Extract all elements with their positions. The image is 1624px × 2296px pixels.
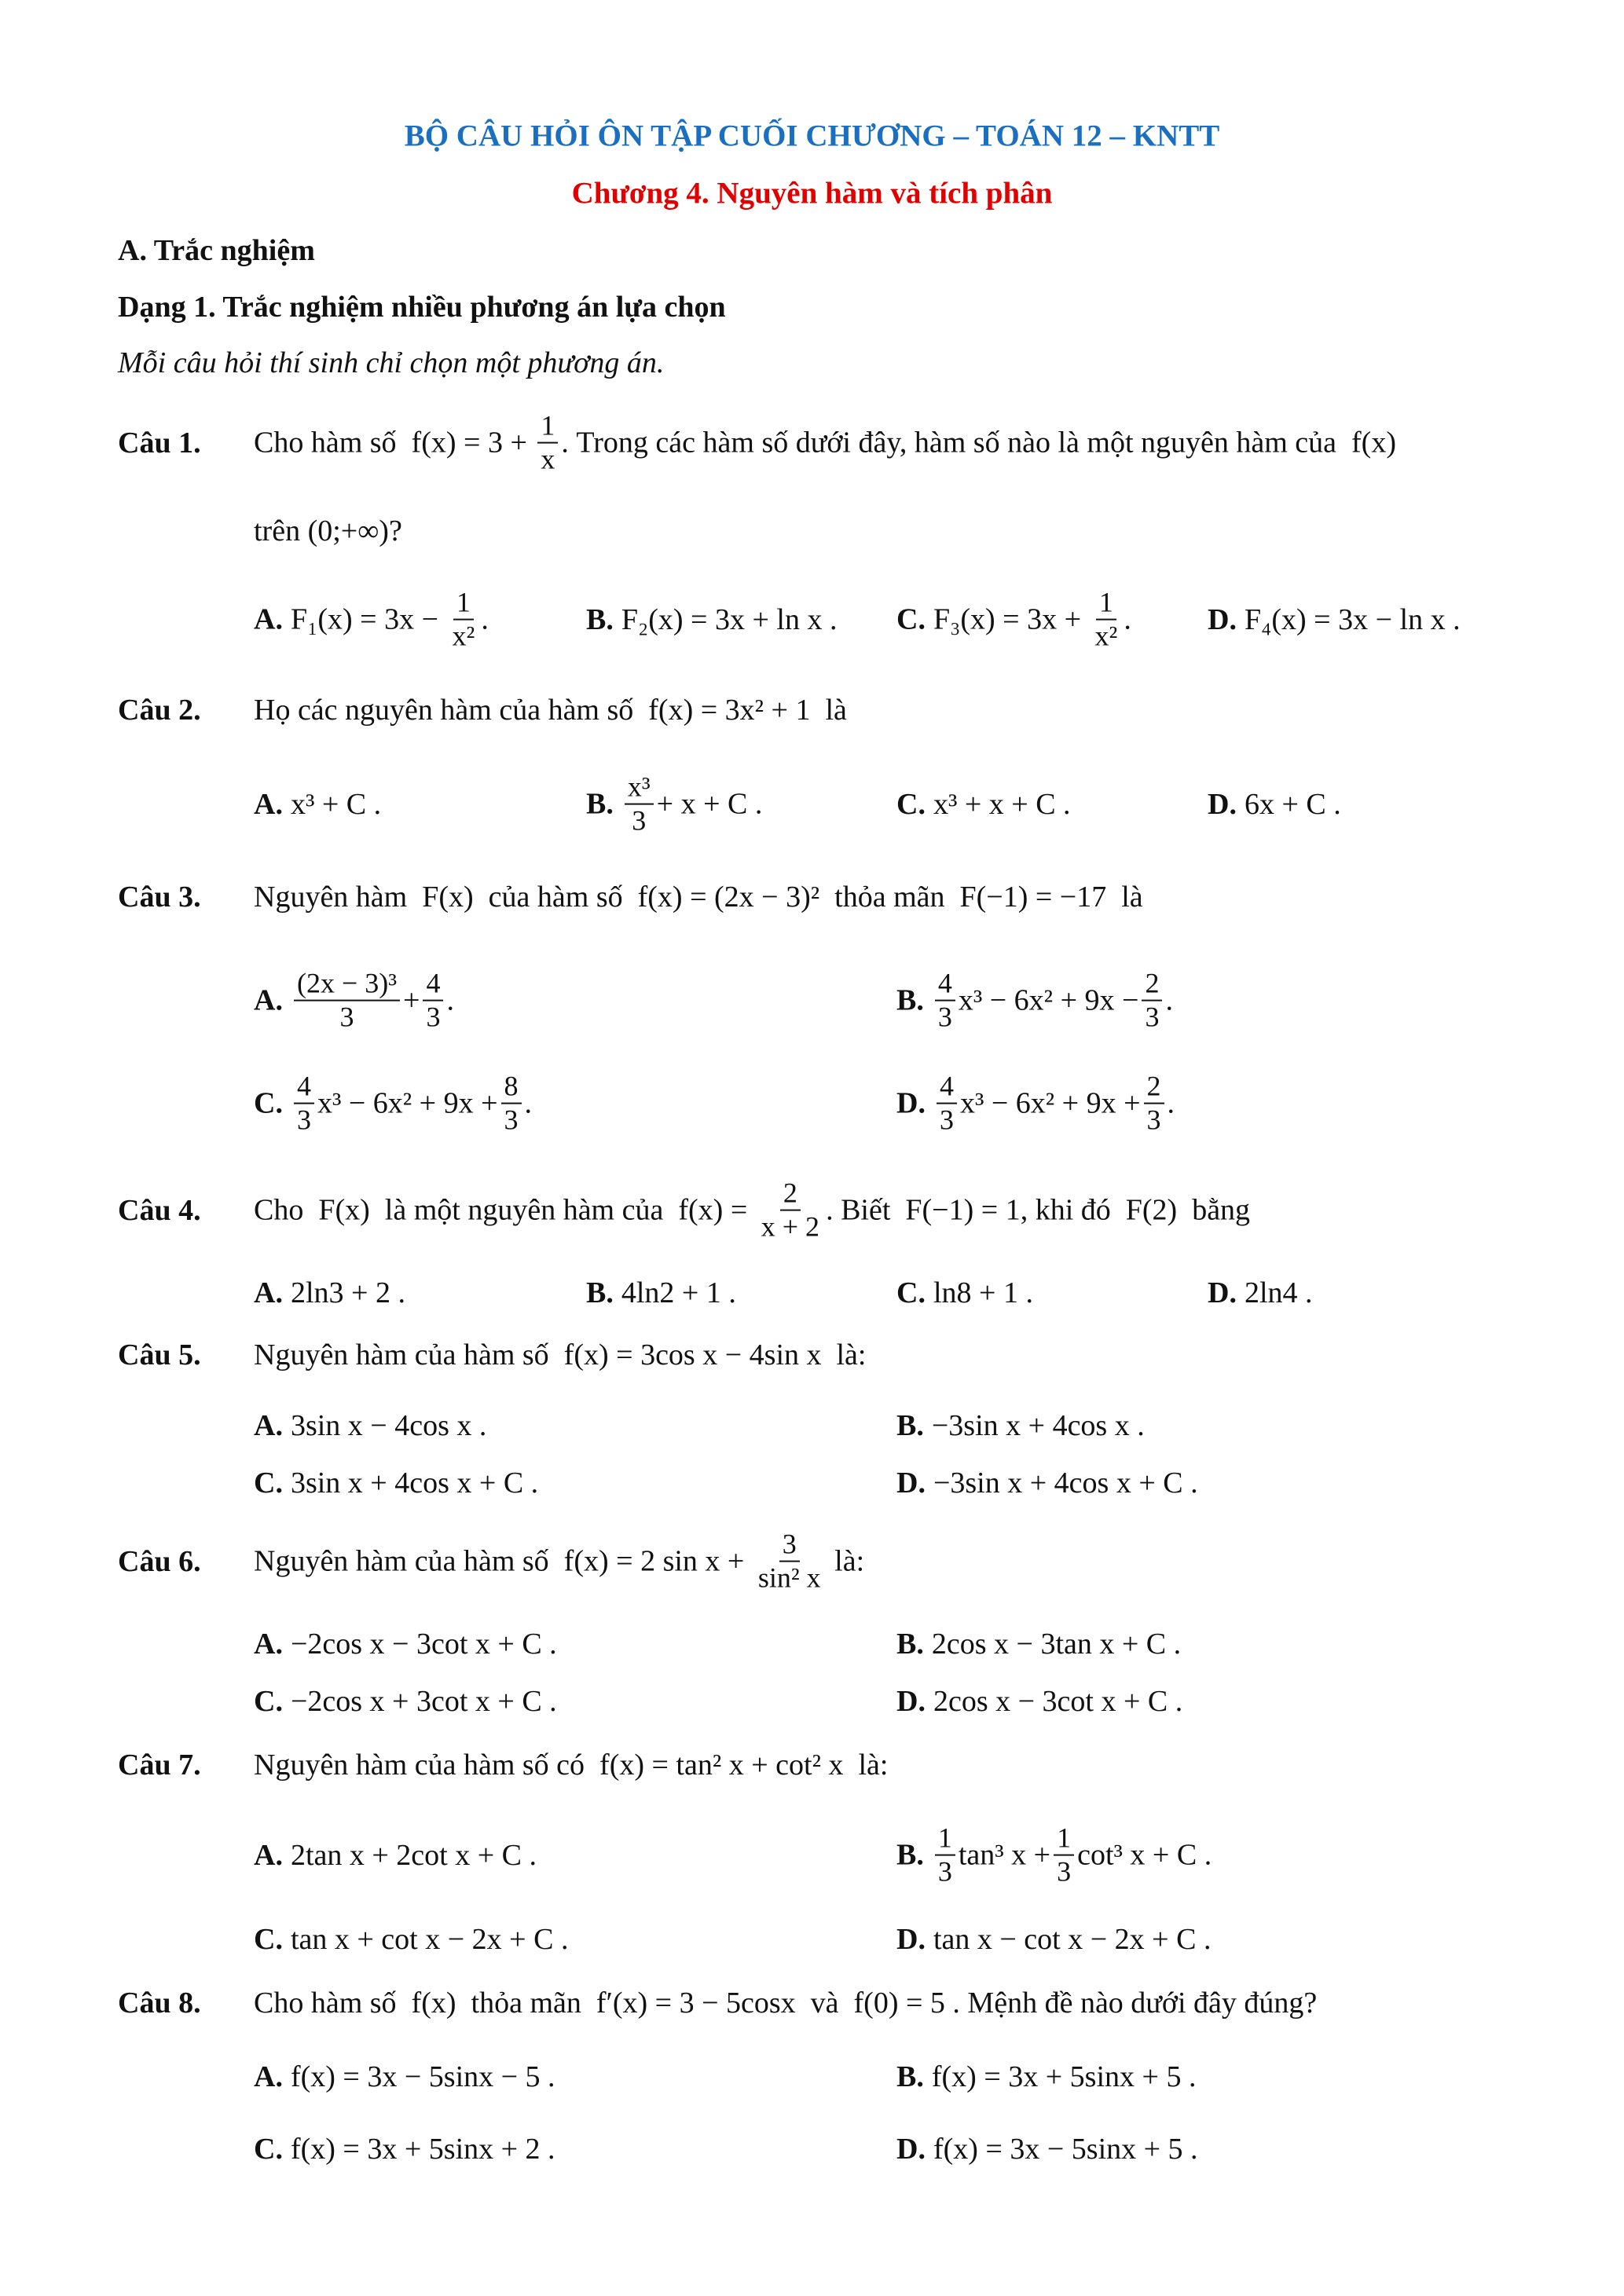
answer-option-d[interactable]	[896, 2132, 1198, 2166]
option-letter: D.	[896, 1923, 926, 1956]
math-text: .	[446, 984, 454, 1017]
math-text: trên (0;+∞)?	[254, 514, 402, 547]
option-letter: D.	[896, 1467, 926, 1500]
numerator: 4	[935, 968, 955, 1002]
fraction	[755, 1529, 824, 1595]
option-letter: B.	[896, 1628, 924, 1661]
option-letter: C.	[896, 603, 926, 636]
option-letter: B.	[586, 788, 614, 821]
math-text: Nguyên hàm của hàm số f(x) = 3cos x − 4sin x là:	[254, 1338, 867, 1371]
denominator: 3	[339, 1002, 354, 1033]
math-text: ln8 + 1 .	[933, 1276, 1033, 1309]
question-text	[254, 693, 847, 727]
answer-option-c[interactable]	[896, 587, 1131, 654]
numerator: 4	[937, 1071, 957, 1104]
answer-option-d[interactable]	[896, 1466, 1198, 1500]
question-label: Câu 3.	[118, 881, 201, 914]
math-text: 2cos x − 3tan x + C .	[931, 1628, 1182, 1661]
answer-option-b[interactable]	[896, 1627, 1181, 1661]
math-text: tan x + cot x − 2x + C .	[290, 1923, 569, 1956]
question-label: Câu 4.	[118, 1194, 201, 1227]
answer-option-c[interactable]	[254, 1071, 532, 1137]
math-text: x³ + x + C .	[933, 788, 1071, 821]
question-label: Câu 8.	[118, 1987, 201, 2020]
math-text: + x + C .	[656, 788, 763, 821]
question-label: Câu 2.	[118, 694, 201, 727]
math-text: 2tan x + 2cot x + C .	[290, 1839, 537, 1872]
option-letter: A.	[254, 2060, 283, 2093]
option-letter: A.	[254, 1628, 283, 1661]
math-text: .	[1167, 1087, 1175, 1120]
math-text: x³ − 6x² + 9x −	[958, 984, 1139, 1017]
math-text: −2cos x + 3cot x + C .	[290, 1685, 557, 1718]
option-letter: C.	[254, 1467, 283, 1500]
fraction	[625, 771, 654, 838]
numerator: 1	[1096, 587, 1116, 621]
numerator: 8	[501, 1071, 522, 1104]
question-label: Câu 5.	[118, 1338, 201, 1371]
option-letter: C.	[254, 1923, 283, 1956]
math-text: F₄(x) = 3x − ln x .	[1244, 603, 1461, 636]
answer-option-a[interactable]	[254, 1627, 557, 1661]
numerator: 1	[935, 1822, 955, 1856]
question-text	[254, 1177, 1250, 1244]
answer-option-b[interactable]	[896, 968, 1173, 1034]
math-text: cot³ x + C .	[1077, 1839, 1212, 1872]
answer-option-b[interactable]	[586, 771, 762, 838]
option-letter: A.	[254, 788, 283, 821]
question-text	[254, 1986, 1317, 2020]
option-letter: B.	[896, 1839, 924, 1872]
answer-option-b[interactable]	[896, 1822, 1212, 1889]
math-text: . Biết F(−1) = 1, khi đó F(2) bằng	[826, 1194, 1251, 1227]
math-text: là:	[827, 1545, 865, 1578]
denominator: x²	[452, 621, 475, 652]
fraction	[1054, 1822, 1074, 1889]
fraction	[294, 968, 400, 1034]
math-text: −2cos x − 3cot x + C .	[290, 1628, 557, 1661]
math-text: . Trong các hàm số dưới đây, hàm số nào là một nguyên hàm của f(x)	[561, 427, 1396, 460]
denominator: 3	[1057, 1856, 1072, 1888]
numerator: 4	[294, 1071, 314, 1104]
answer-option-d[interactable]	[1208, 1276, 1313, 1310]
question-label: Câu 1.	[118, 427, 201, 460]
fraction	[935, 968, 955, 1034]
fraction	[537, 410, 558, 477]
fraction	[1144, 1071, 1164, 1137]
option-letter: A.	[254, 1276, 283, 1309]
answer-option-a[interactable]	[254, 2060, 555, 2094]
question-text	[254, 880, 1143, 914]
math-text: f(x) = 3x − 5sinx + 5 .	[933, 2133, 1198, 2166]
math-text: F₁(x) = 3x −	[290, 603, 446, 636]
answer-option-b[interactable]	[896, 2060, 1196, 2094]
question-label: Câu 7.	[118, 1749, 201, 1782]
numerator: 2	[780, 1177, 801, 1211]
answer-option-a[interactable]	[254, 1838, 537, 1873]
denominator: 3	[939, 1104, 954, 1136]
answer-option-c[interactable]	[254, 2132, 555, 2166]
numerator: 3	[779, 1529, 800, 1562]
option-letter: C.	[254, 2133, 283, 2166]
option-letter: A.	[254, 1409, 283, 1442]
answer-option-b[interactable]	[896, 1408, 1145, 1443]
numerator: 1	[1054, 1822, 1074, 1856]
math-text: x³ + C .	[290, 788, 382, 821]
math-text: f(x) = 3x + 5sinx + 2 .	[290, 2133, 555, 2166]
math-text: f(x) = 3x + 5sinx + 5 .	[931, 2060, 1197, 2093]
option-letter: A.	[254, 984, 283, 1017]
numerator: x³	[625, 771, 654, 805]
answer-option-b[interactable]	[586, 1276, 736, 1310]
numerator: 1	[453, 587, 474, 621]
math-text: −3sin x + 4cos x .	[931, 1409, 1145, 1442]
answer-option-a[interactable]	[254, 1276, 405, 1310]
fraction	[423, 968, 443, 1034]
denominator: sin² x	[757, 1562, 821, 1594]
option-letter: D.	[896, 2133, 926, 2166]
option-letter: D.	[1208, 788, 1237, 821]
fraction	[937, 1071, 957, 1137]
denominator: x²	[1094, 621, 1118, 652]
answer-option-c[interactable]	[254, 1466, 538, 1500]
math-text: tan³ x +	[958, 1839, 1051, 1872]
answer-option-b[interactable]	[586, 602, 837, 637]
math-text: .	[481, 603, 489, 636]
answer-option-d[interactable]	[896, 1071, 1175, 1137]
subsection-heading: Dạng 1. Trắc nghiệm nhiều phương án lựa chọn	[118, 291, 726, 324]
fraction	[935, 1822, 955, 1889]
denominator: 3	[296, 1104, 311, 1136]
answer-option-d[interactable]	[896, 1922, 1211, 1957]
fraction	[1092, 587, 1121, 654]
denominator: x	[541, 444, 555, 475]
math-text: Cho F(x) là một nguyên hàm của f(x) =	[254, 1194, 755, 1227]
option-letter: D.	[1208, 1276, 1237, 1309]
option-letter: B.	[896, 2060, 924, 2093]
numerator: 2	[1142, 968, 1162, 1002]
numerator: 2	[1144, 1071, 1164, 1104]
section-heading: A. Trắc nghiệm	[118, 234, 315, 267]
denominator: 3	[1145, 1002, 1160, 1033]
math-text: −3sin x + 4cos x + C .	[933, 1467, 1198, 1500]
math-text: tan x − cot x − 2x + C .	[933, 1923, 1212, 1956]
math-text: .	[1165, 984, 1173, 1017]
option-letter: C.	[896, 788, 926, 821]
math-text: F₃(x) = 3x +	[933, 603, 1089, 636]
question-label: Câu 6.	[118, 1545, 201, 1578]
fraction	[758, 1177, 823, 1244]
math-text: Cho hàm số f(x) thỏa mãn f′(x) = 3 − 5cosx và f(0) = 5 . Mệnh đề nào dưới đây đúng?	[254, 1987, 1318, 2020]
chapter-title: Chương 4. Nguyên hàm và tích phân	[571, 176, 1053, 211]
math-text: 2ln4 .	[1244, 1276, 1313, 1309]
instruction-text: Mỗi câu hỏi thí sinh chỉ chọn một phương án.	[118, 346, 665, 379]
fraction	[449, 587, 478, 654]
numerator: 4	[423, 968, 443, 1002]
fraction	[294, 1071, 314, 1137]
answer-option-c[interactable]	[254, 1922, 568, 1957]
question-text	[254, 1338, 866, 1372]
denominator: 3	[504, 1104, 519, 1136]
answer-option-c[interactable]	[896, 787, 1071, 822]
question-text	[254, 410, 1396, 477]
fraction	[1142, 968, 1162, 1034]
denominator: 3	[937, 1856, 952, 1888]
option-letter: B.	[896, 984, 924, 1017]
answer-option-d[interactable]	[1208, 787, 1341, 822]
math-text: x³ − 6x² + 9x +	[959, 1087, 1141, 1120]
question-text-continued	[254, 514, 402, 548]
numerator: (2x − 3)³	[294, 968, 400, 1002]
math-text: 6x + C .	[1244, 788, 1341, 821]
math-text: f(x) = 3x − 5sinx − 5 .	[290, 2060, 555, 2093]
option-letter: D.	[1208, 603, 1237, 636]
answer-option-c[interactable]	[254, 1684, 557, 1719]
math-text: +	[403, 984, 420, 1017]
question-text	[254, 1748, 888, 1782]
option-letter: A.	[254, 603, 283, 636]
answer-option-a[interactable]	[254, 1408, 486, 1443]
option-letter: C.	[254, 1087, 283, 1120]
option-letter: C.	[896, 1276, 926, 1309]
math-text: 4ln2 + 1 .	[621, 1276, 736, 1309]
math-text: 2ln3 + 2 .	[290, 1276, 405, 1309]
denominator: x + 2	[761, 1211, 820, 1243]
math-text: 2cos x − 3cot x + C .	[933, 1685, 1183, 1718]
question-text	[254, 1529, 864, 1595]
math-text: Nguyên hàm của hàm số có f(x) = tan² x + cot² x là:	[254, 1749, 889, 1782]
math-text: .	[1124, 603, 1131, 636]
option-letter: B.	[896, 1409, 924, 1442]
document-title: BỘ CÂU HỎI ÔN TẬP CUỐI CHƯƠNG – TOÁN 12 – KNTT	[404, 119, 1220, 153]
option-letter: D.	[896, 1087, 926, 1120]
denominator: 3	[632, 805, 647, 837]
answer-option-a[interactable]	[254, 787, 381, 822]
denominator: 3	[426, 1002, 441, 1033]
math-text: Nguyên hàm F(x) của hàm số f(x) = (2x − 3)² thỏa mãn F(−1) = −17 là	[254, 881, 1143, 914]
math-text: 3sin x − 4cos x .	[290, 1409, 487, 1442]
math-text: F₂(x) = 3x + ln x .	[621, 603, 838, 636]
math-text: .	[524, 1087, 533, 1120]
option-letter: C.	[254, 1685, 283, 1718]
answer-option-d[interactable]	[1208, 602, 1461, 637]
answer-option-a[interactable]	[254, 968, 454, 1034]
answer-option-a[interactable]	[254, 587, 489, 654]
fraction	[501, 1071, 522, 1137]
answer-option-d[interactable]	[896, 1684, 1182, 1719]
math-text: Cho hàm số f(x) = 3 +	[254, 427, 535, 460]
option-letter: A.	[254, 1839, 283, 1872]
denominator: 3	[1146, 1104, 1161, 1136]
denominator: 3	[937, 1002, 952, 1033]
option-letter: B.	[586, 1276, 614, 1309]
math-text: Họ các nguyên hàm của hàm số f(x) = 3x² + 1 là	[254, 694, 847, 727]
math-text: Nguyên hàm của hàm số f(x) = 2 sin x +	[254, 1545, 752, 1578]
answer-option-c[interactable]	[896, 1276, 1033, 1310]
option-letter: D.	[896, 1685, 926, 1718]
numerator: 1	[537, 410, 558, 444]
math-text: 3sin x + 4cos x + C .	[290, 1467, 539, 1500]
option-letter: B.	[586, 603, 614, 636]
math-text: x³ − 6x² + 9x +	[317, 1087, 498, 1120]
